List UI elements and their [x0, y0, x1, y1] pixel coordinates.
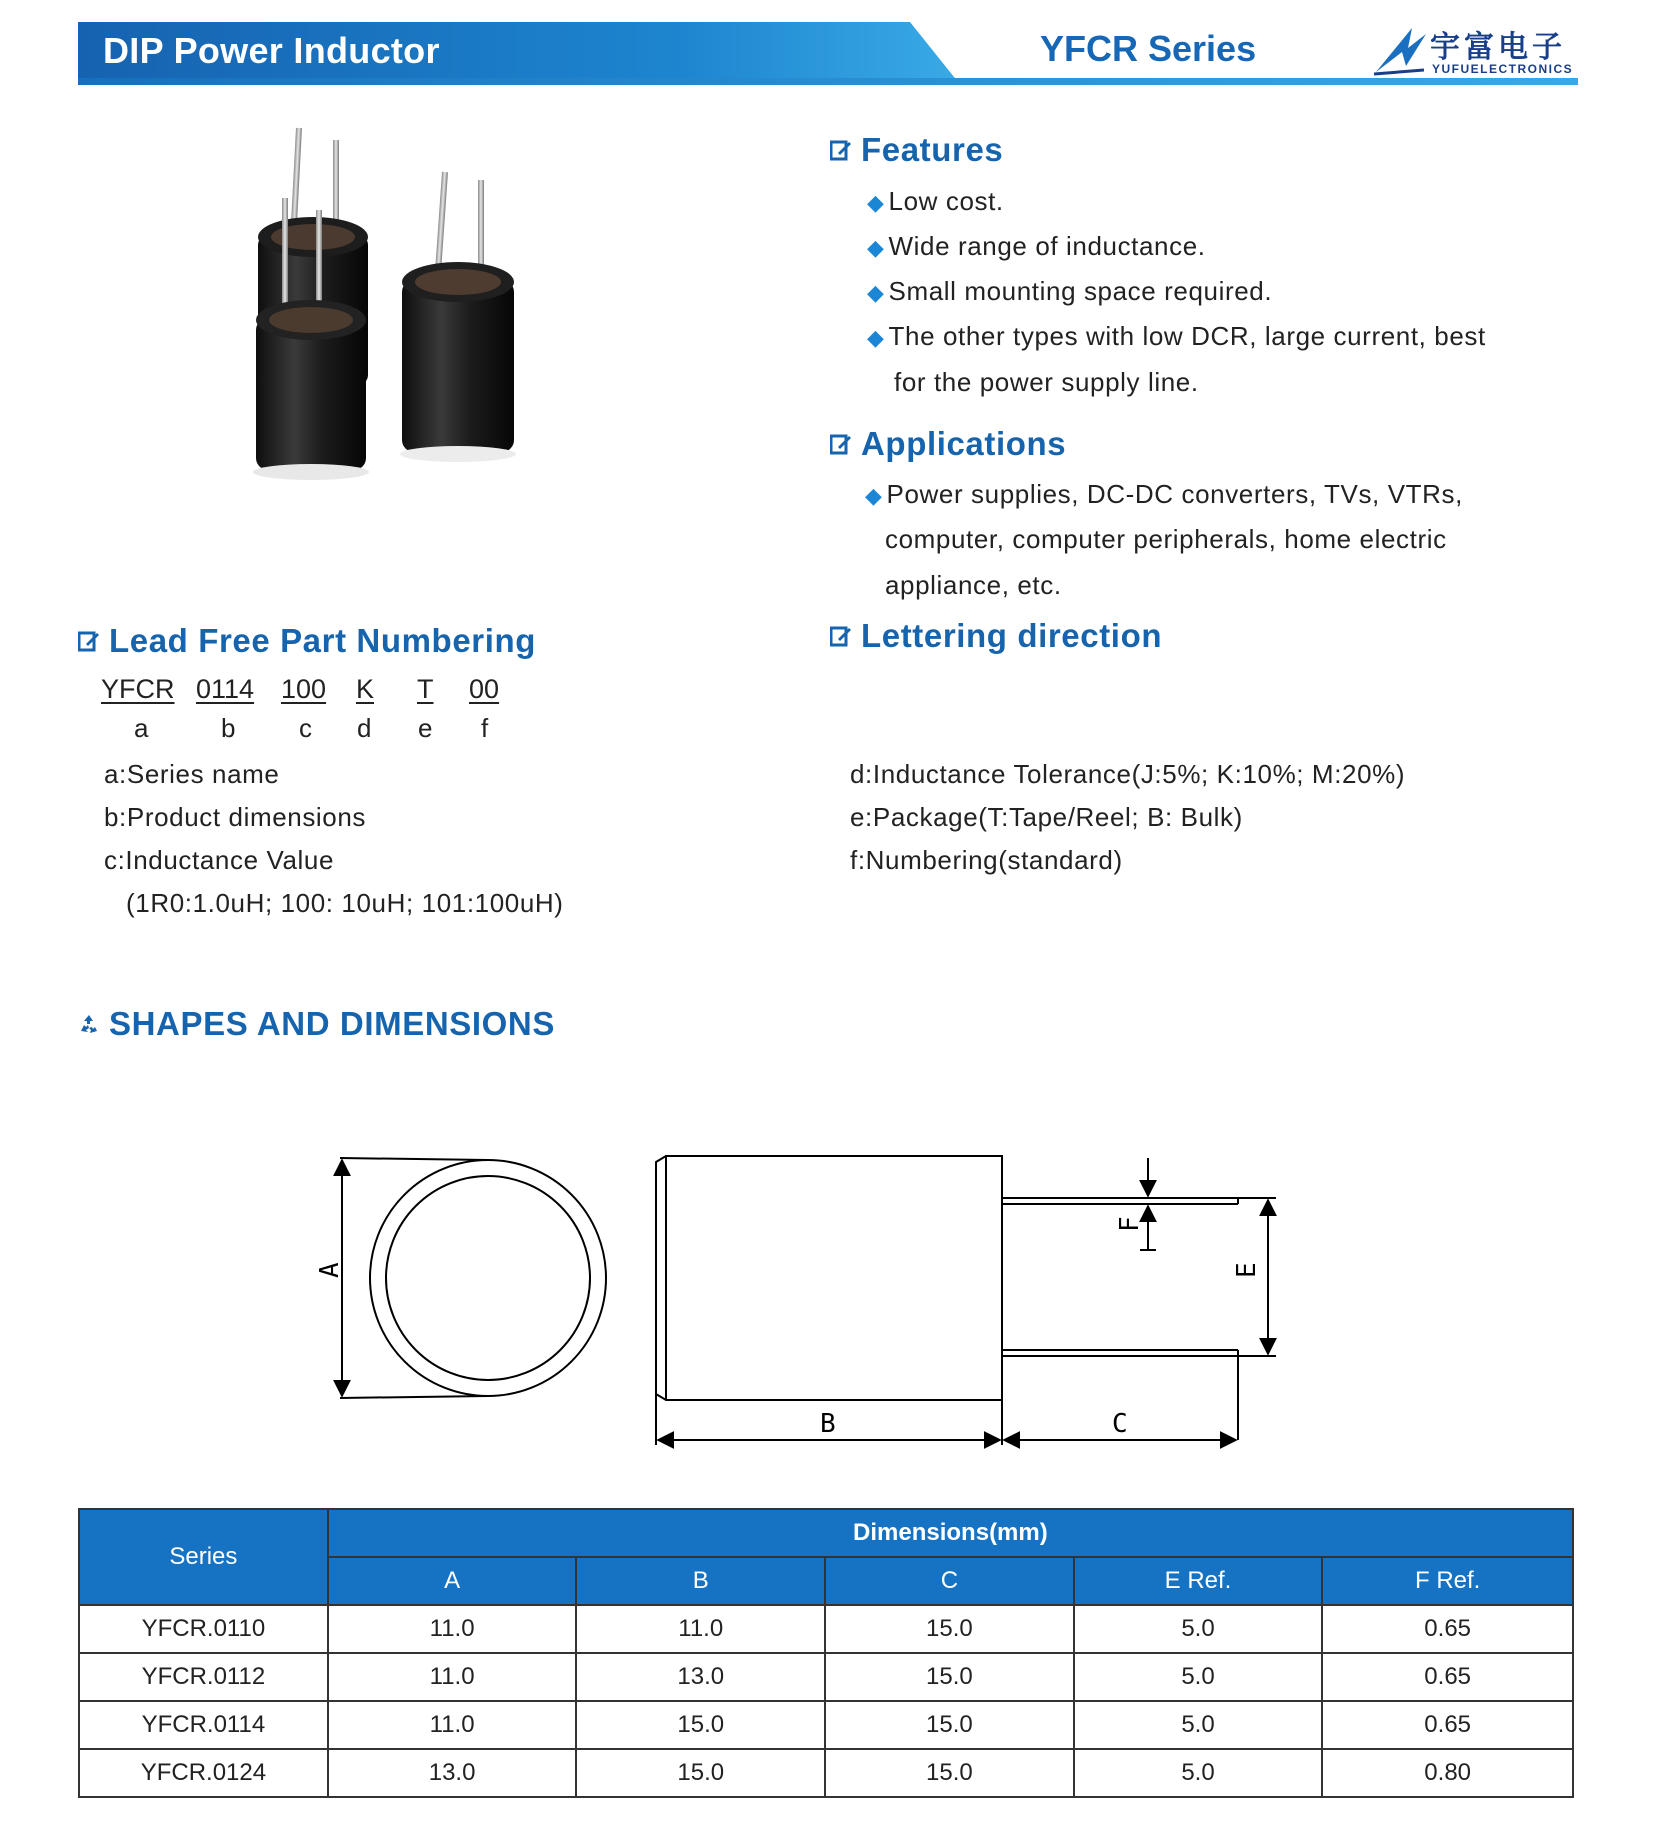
table-cell: 5.0	[1074, 1653, 1323, 1701]
part-code-inductance: 100	[281, 674, 327, 704]
shapes-heading-text: SHAPES AND DIMENSIONS	[109, 1005, 555, 1042]
table-cell: 0.65	[1322, 1653, 1573, 1701]
application-item: ◆ Power supplies, DC-DC converters, TVs, VTRs,	[865, 479, 1463, 509]
table-cell: 11.0	[328, 1653, 577, 1701]
part-desc-d: d:Inductance Tolerance(J:5%; K:10%; M:20%)	[850, 759, 1406, 789]
feature-item-continuation: for the power supply line.	[894, 367, 1199, 397]
diamond-bullet-icon: ◆	[865, 483, 883, 508]
feature-item: ◆ Low cost.	[867, 186, 1004, 216]
features-heading	[830, 131, 1003, 169]
application-item-continuation: appliance, etc.	[885, 570, 1062, 600]
table-cell: 13.0	[576, 1653, 825, 1701]
part-code-dimensions: 0114	[196, 674, 255, 704]
table-cell: 15.0	[576, 1749, 825, 1797]
dimensions-table	[78, 1508, 1574, 1798]
table-cell: 11.0	[328, 1605, 577, 1653]
table-cell: YFCR.0110	[79, 1605, 328, 1653]
table-cell: 15.0	[825, 1653, 1074, 1701]
table-cell: YFCR.0114	[79, 1701, 328, 1749]
table-cell: 0.65	[1322, 1701, 1573, 1749]
table-cell: 15.0	[576, 1701, 825, 1749]
part-code-letter: c	[299, 713, 312, 743]
edit-note-icon	[78, 630, 100, 652]
edit-note-icon	[830, 139, 852, 161]
recycle-icon	[78, 1013, 100, 1035]
table-row	[79, 1653, 1573, 1701]
feature-item: ◆ The other types with low DCR, large current, best	[867, 321, 1486, 351]
part-desc-e: e:Package(T:Tape/Reel; B: Bulk)	[850, 802, 1243, 832]
product-photo	[240, 120, 540, 490]
diamond-bullet-icon: ◆	[867, 190, 885, 215]
lettering-heading	[830, 617, 1162, 655]
part-desc-a: a:Series name	[104, 759, 280, 789]
logo-chinese-name: 宇富电子	[1430, 30, 1566, 65]
applications-heading-text: Applications	[861, 425, 1067, 462]
applications-heading	[830, 425, 1066, 463]
table-cell: 5.0	[1074, 1605, 1323, 1653]
series-title: YFCR Series	[1040, 28, 1257, 69]
part-code-letter: f	[481, 713, 489, 743]
column-header-c: C	[825, 1557, 1074, 1605]
diamond-bullet-icon: ◆	[867, 325, 885, 350]
part-code-tolerance: K	[356, 674, 375, 704]
part-code-letter: d	[357, 713, 372, 743]
part-code-series: YFCR	[101, 674, 175, 704]
table-cell: 0.80	[1322, 1749, 1573, 1797]
dimension-drawing	[300, 1140, 1320, 1470]
table-cell: 0.65	[1322, 1605, 1573, 1653]
table-row	[79, 1749, 1573, 1797]
table-row	[79, 1701, 1573, 1749]
table-cell: YFCR.0112	[79, 1653, 328, 1701]
dim-label-c: C	[1112, 1409, 1128, 1439]
part-code-package: T	[417, 674, 434, 704]
table-cell: YFCR.0124	[79, 1749, 328, 1797]
dim-label-f: F	[1115, 1216, 1145, 1232]
feature-item: ◆ Small mounting space required.	[867, 276, 1273, 306]
table-cell: 15.0	[825, 1749, 1074, 1797]
part-desc-c: c:Inductance Value	[104, 845, 335, 875]
part-desc-c-values: (1R0:1.0uH; 100: 10uH; 101:100uH)	[126, 888, 564, 918]
table-cell: 11.0	[576, 1605, 825, 1653]
logo-english-name: YUFUELECTRONICS	[1432, 62, 1574, 76]
header-underline	[78, 78, 1578, 85]
table-cell: 11.0	[328, 1701, 577, 1749]
part-numbering-heading-text: Lead Free Part Numbering	[109, 622, 536, 659]
part-code-letter: e	[418, 713, 433, 743]
lettering-heading-text: Lettering direction	[861, 617, 1163, 654]
column-header-f: F Ref.	[1322, 1557, 1573, 1605]
dim-label-e: E	[1232, 1262, 1262, 1278]
table-cell: 13.0	[328, 1749, 577, 1797]
diamond-bullet-icon: ◆	[867, 235, 885, 260]
dimensions-group-header: Dimensions(mm)	[328, 1509, 1573, 1557]
page-title: DIP Power Inductor	[103, 30, 440, 71]
feature-item: ◆ Wide range of inductance.	[867, 231, 1206, 261]
company-logo	[1372, 22, 1582, 78]
table-row	[79, 1605, 1573, 1653]
table-cell: 15.0	[825, 1605, 1074, 1653]
edit-note-icon	[830, 433, 852, 455]
part-numbering-heading	[78, 622, 536, 660]
dim-label-a: A	[315, 1262, 345, 1278]
column-header-a: A	[328, 1557, 577, 1605]
part-code-letter: a	[134, 713, 149, 743]
dim-label-b: B	[820, 1409, 836, 1439]
column-header-b: B	[576, 1557, 825, 1605]
series-column-header: Series	[79, 1509, 328, 1605]
part-desc-b: b:Product dimensions	[104, 802, 367, 832]
part-code-letter: b	[221, 713, 236, 743]
application-item-continuation: computer, computer peripherals, home electric	[885, 524, 1447, 554]
edit-note-icon	[830, 625, 852, 647]
column-header-e: E Ref.	[1074, 1557, 1323, 1605]
part-code-numbering: 00	[469, 674, 500, 704]
table-cell: 5.0	[1074, 1701, 1323, 1749]
table-cell: 15.0	[825, 1701, 1074, 1749]
diamond-bullet-icon: ◆	[867, 280, 885, 305]
features-heading-text: Features	[861, 131, 1004, 168]
table-cell: 5.0	[1074, 1749, 1323, 1797]
shapes-heading	[78, 1005, 555, 1043]
part-desc-f: f:Numbering(standard)	[850, 845, 1123, 875]
logo-bird-icon	[1372, 26, 1428, 76]
